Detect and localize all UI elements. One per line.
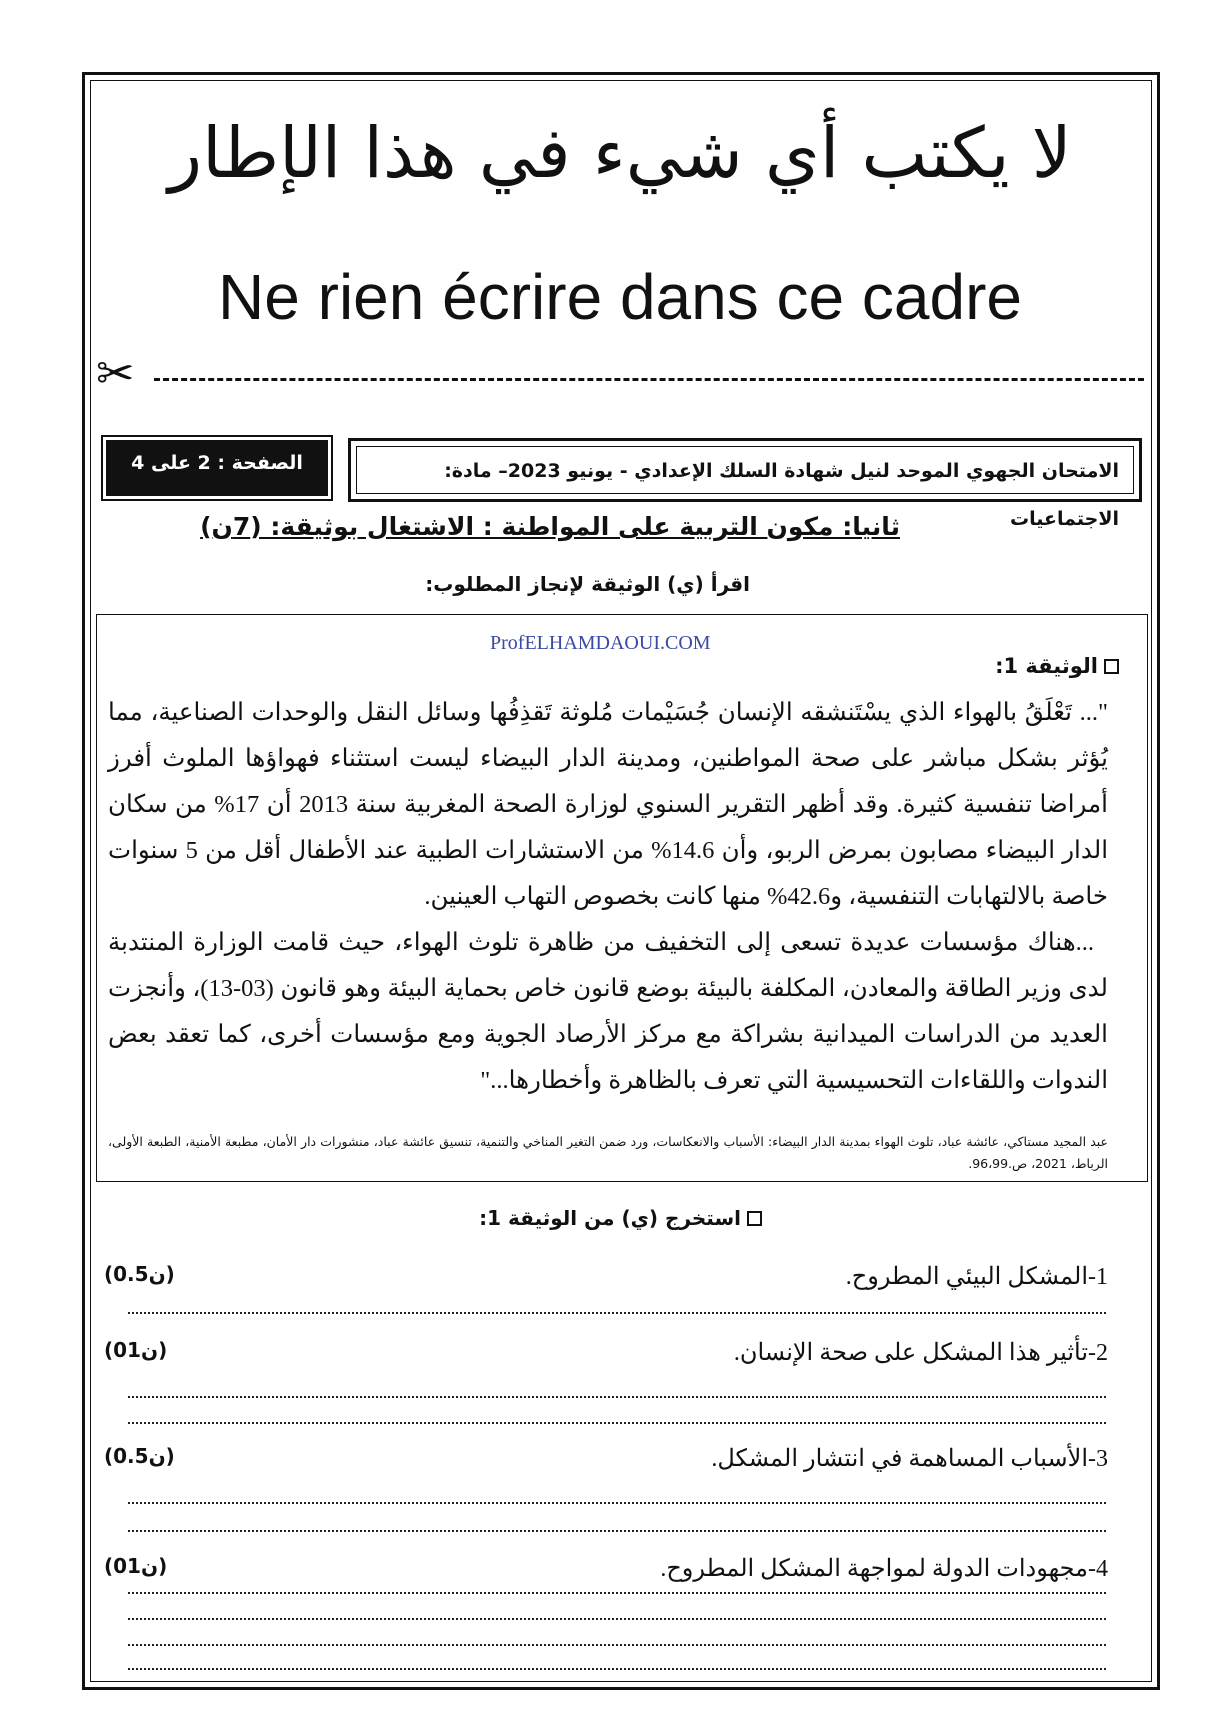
page-number-badge: الصفحة : 2 على 4 [106, 440, 328, 496]
answer-line[interactable] [128, 1644, 1106, 1646]
watermark: ProfELHAMDAOUI.COM [490, 632, 711, 654]
question-1-points: (0.5ن) [104, 1262, 175, 1286]
no-writing-notice-french: Ne rien écrire dans ce cadre [218, 261, 1022, 333]
question-3-text: 3-الأسباب المساهمة في انتشار المشكل. [711, 1446, 1108, 1472]
section-title: ثانيا: مكون التربية على المواطنة : الاشتغال بوثيقة: (7ن) [200, 512, 900, 541]
question-4-text: 4-مجهودات الدولة لمواجهة المشكل المطروح. [660, 1556, 1108, 1582]
checkbox-icon [1104, 659, 1119, 674]
checkbox-icon [747, 1211, 762, 1226]
answer-line[interactable] [128, 1530, 1106, 1532]
document-paragraph-2: ...هناك مؤسسات عديدة تسعى إلى التخفيف من ظاهرة تلوث الهواء، حيث قامت الوزارة المنتدبة لدى وزير الطاقة والمعادن، المكلفة بالبيئة بوضع قانون خاص بحماية البيئة وهو قانون (03-13)، وأنجزت العديد من الدراسات الميدانية بشراكة مع مركز الأرصاد الجوية ومع مؤسسات أخرى، كما تعقد بعض الندوات واللقاءات التحسيسية التي تعرف بالظاهرة وأخطارها..." [108, 929, 1109, 1094]
instruction: اقرأ (ي) الوثيقة لإنجاز المطلوب: [425, 572, 750, 596]
answer-line[interactable] [128, 1396, 1106, 1398]
answer-line[interactable] [128, 1618, 1106, 1620]
document-text [108, 690, 1108, 1104]
answer-line[interactable] [128, 1422, 1106, 1424]
answer-line[interactable] [128, 1592, 1106, 1594]
answer-line[interactable] [128, 1312, 1106, 1314]
questions-heading-text: استخرج (ي) من الوثيقة 1: [479, 1206, 741, 1230]
cut-dashes [154, 378, 1144, 381]
exam-title-box [348, 438, 1142, 530]
question-4-points: (01ن) [104, 1554, 168, 1578]
no-writing-notice-arabic: لا يكتب أي شيء في هذا الإطار [168, 112, 1072, 194]
exam-title: الامتحان الجهوي الموحد لنيل شهادة السلك الإعدادي - يونيو 2023– مادة: الاجتماعيات [356, 446, 1134, 494]
answer-line[interactable] [128, 1668, 1106, 1670]
question-2-points: (01ن) [104, 1338, 168, 1362]
question-2-text: 2-تأثير هذا المشكل على صحة الإنسان. [733, 1340, 1108, 1366]
question-3-points: (0.5ن) [104, 1444, 175, 1468]
cut-line [96, 346, 1152, 400]
answer-line[interactable] [128, 1502, 1106, 1504]
question-1-text: 1-المشكل البيئي المطروح. [845, 1264, 1108, 1290]
document-paragraph-1: "... تَعْلَقُ بالهواء الذي يسْتَنشقه الإنسان جُسَيْمات مُلوثة تَقذِفُها وسائل النقل والوحدات الصناعية، مما يُؤثر بشكل مباشر على صحة المواطنين، ومدينة الدار البيضاء ليست استثناء فهواؤها الملوث أفرز أمراضا تنفسية كثيرة. وقد أظهر التقرير السنوي لوزارة الصحة المغربية سنة 2013 أن 17% من سكان الدار البيضاء مصابون بمرض الربو، وأن 14.6% من الاستشارات الطبية عند الأطفال أقل من 5 سنوات خاصة بالالتهابات التنفسية، و42.6% منها كانت بخصوص التهاب العينين. [108, 699, 1108, 910]
scissors-icon: ✂ [96, 346, 135, 400]
document-label [995, 654, 1119, 678]
document-label-text: الوثيقة 1: [995, 654, 1098, 678]
questions-heading [479, 1206, 762, 1230]
document-source: عبد المجيد مستاكي، عائشة عباد، تلوث الهواء بمدينة الدار البيضاء: الأسباب والانعكاسات، ورد ضمن التغير المناخي والتنمية، تنسيق عائشة عباد، منشورات دار الأمان، مطبعة الأمنية، الطبعة الأولى، الرباط، 2021، ص.96،99. [108, 1134, 1108, 1171]
